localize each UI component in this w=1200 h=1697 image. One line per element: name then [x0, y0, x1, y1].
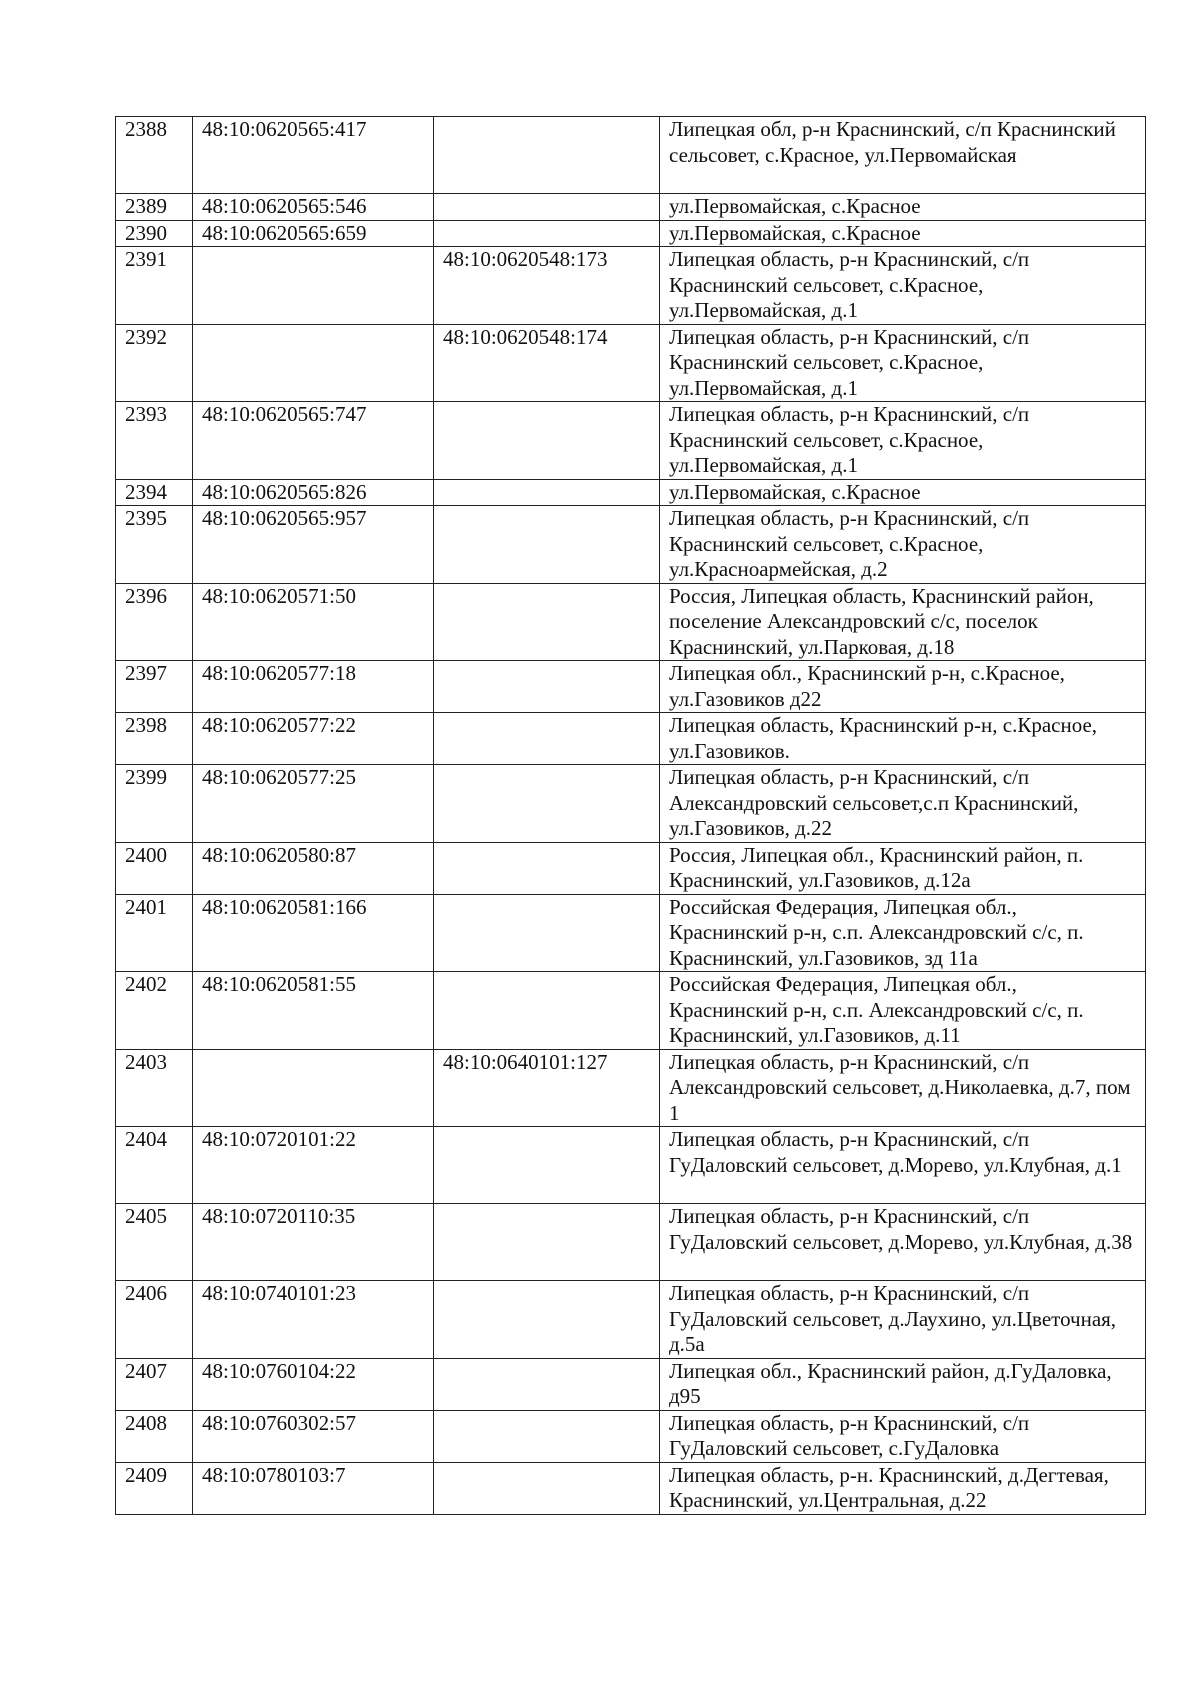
- table-row: [116, 117, 1146, 194]
- row-number: 2395: [116, 506, 193, 584]
- row-number: 2400: [116, 842, 193, 894]
- other-cadastral-number: [434, 220, 660, 247]
- table-row: [116, 972, 1146, 1050]
- other-cadastral-number: [434, 1410, 660, 1462]
- table-row: [116, 1127, 1146, 1204]
- cadastral-number: 48:10:0620565:546: [193, 194, 434, 221]
- address: Липецкая обл., Краснинский р-н, с.Красное, ул.Газовиков д22: [660, 661, 1146, 713]
- address: Липецкая область, р-н Краснинский, с/п Краснинский сельсовет, с.Красное, ул.Красноармейская, д.2: [660, 506, 1146, 584]
- cadastral-number: 48:10:0620577:18: [193, 661, 434, 713]
- other-cadastral-number: [434, 479, 660, 506]
- address: Липецкая область, р-н Краснинский, с/п Александровский сельсовет,с.п Краснинский, ул.Газовиков, д.22: [660, 765, 1146, 843]
- table-row: [116, 220, 1146, 247]
- table-row: [116, 1358, 1146, 1410]
- address: Липецкая область, р-н Краснинский, с/п Краснинский сельсовет, с.Красное, ул.Первомайская, д.1: [660, 247, 1146, 325]
- address: Липецкая область, р-н Краснинский, с/п Краснинский сельсовет, с.Красное, ул.Первомайская, д.1: [660, 402, 1146, 480]
- table-row: [116, 1410, 1146, 1462]
- address: ул.Первомайская, с.Красное: [660, 479, 1146, 506]
- row-number: 2394: [116, 479, 193, 506]
- row-number: 2399: [116, 765, 193, 843]
- table-row: [116, 842, 1146, 894]
- table-row: [116, 1204, 1146, 1281]
- other-cadastral-number: [434, 583, 660, 661]
- row-number: 2391: [116, 247, 193, 325]
- other-cadastral-number: [434, 842, 660, 894]
- other-cadastral-number: [434, 194, 660, 221]
- cadastral-number: 48:10:0620581:166: [193, 894, 434, 972]
- row-number: 2407: [116, 1358, 193, 1410]
- cadastral-number: 48:10:0620577:25: [193, 765, 434, 843]
- cadastral-number: 48:10:0620571:50: [193, 583, 434, 661]
- other-cadastral-number: [434, 402, 660, 480]
- row-number: 2408: [116, 1410, 193, 1462]
- row-number: 2402: [116, 972, 193, 1050]
- table-row: [116, 324, 1146, 402]
- cadastral-number: 48:10:0620565:957: [193, 506, 434, 584]
- row-number: 2398: [116, 713, 193, 765]
- row-number: 2388: [116, 117, 193, 194]
- other-cadastral-number: 48:10:0620548:173: [434, 247, 660, 325]
- address: Липецкая область, р-н Краснинский, с/п ГуДаловский сельсовет, д.Морево, ул.Клубная, д.1: [660, 1127, 1146, 1204]
- cadastral-number: [193, 1049, 434, 1127]
- row-number: 2401: [116, 894, 193, 972]
- row-number: 2392: [116, 324, 193, 402]
- row-number: 2403: [116, 1049, 193, 1127]
- address: Липецкая область, Краснинский р-н, с.Красное, ул.Газовиков.: [660, 713, 1146, 765]
- table-row: [116, 247, 1146, 325]
- cadastral-number: 48:10:0620580:87: [193, 842, 434, 894]
- row-number: 2406: [116, 1281, 193, 1359]
- address: Липецкая область, р-н Краснинский, с/п Краснинский сельсовет, с.Красное, ул.Первомайская, д.1: [660, 324, 1146, 402]
- other-cadastral-number: [434, 1358, 660, 1410]
- other-cadastral-number: [434, 1281, 660, 1359]
- row-number: 2409: [116, 1462, 193, 1514]
- table-row: [116, 1281, 1146, 1359]
- address: Липецкая область, р-н. Краснинский, д.Дегтевая, Краснинский, ул.Центральная, д.22: [660, 1462, 1146, 1514]
- other-cadastral-number: [434, 972, 660, 1050]
- address: Российская Федерация, Липецкая обл., Краснинский р-н, с.п. Александровский с/с, п. Краснинский, ул.Газовиков, зд 11а: [660, 894, 1146, 972]
- row-number: 2389: [116, 194, 193, 221]
- other-cadastral-number: [434, 1204, 660, 1281]
- other-cadastral-number: 48:10:0640101:127: [434, 1049, 660, 1127]
- address: Липецкая обл, р-н Краснинский, с/п Краснинский сельсовет, с.Красное, ул.Первомайская: [660, 117, 1146, 194]
- cadastral-number: 48:10:0620565:659: [193, 220, 434, 247]
- address: Российская Федерация, Липецкая обл., Краснинский р-н, с.п. Александровский с/с, п. Краснинский, ул.Газовиков, д.11: [660, 972, 1146, 1050]
- cadastral-number: 48:10:0760104:22: [193, 1358, 434, 1410]
- table-row: [116, 506, 1146, 584]
- address: Липецкая область, р-н Краснинский, с/п ГуДаловский сельсовет, с.ГуДаловка: [660, 1410, 1146, 1462]
- table-row: [116, 1462, 1146, 1514]
- other-cadastral-number: [434, 894, 660, 972]
- address: Липецкая обл., Краснинский район, д.ГуДаловка, д95: [660, 1358, 1146, 1410]
- cadastral-number: 48:10:0720101:22: [193, 1127, 434, 1204]
- table-row: [116, 713, 1146, 765]
- other-cadastral-number: [434, 661, 660, 713]
- other-cadastral-number: 48:10:0620548:174: [434, 324, 660, 402]
- table-row: [116, 479, 1146, 506]
- cadastral-number: [193, 247, 434, 325]
- table-row: [116, 194, 1146, 221]
- row-number: 2393: [116, 402, 193, 480]
- table-row: [116, 894, 1146, 972]
- address: ул.Первомайская, с.Красное: [660, 194, 1146, 221]
- cadastral-number: 48:10:0720110:35: [193, 1204, 434, 1281]
- other-cadastral-number: [434, 1462, 660, 1514]
- other-cadastral-number: [434, 765, 660, 843]
- address: ул.Первомайская, с.Красное: [660, 220, 1146, 247]
- address: Россия, Липецкая область, Краснинский район, поселение Александровский с/с, поселок Краснинский, ул.Парковая, д.18: [660, 583, 1146, 661]
- row-number: 2396: [116, 583, 193, 661]
- row-number: 2405: [116, 1204, 193, 1281]
- cadastral-number: 48:10:0780103:7: [193, 1462, 434, 1514]
- cadastral-number: 48:10:0620565:747: [193, 402, 434, 480]
- row-number: 2397: [116, 661, 193, 713]
- table-row: [116, 661, 1146, 713]
- table-row: [116, 402, 1146, 480]
- cadastral-number: [193, 324, 434, 402]
- cadastral-number: 48:10:0620577:22: [193, 713, 434, 765]
- row-number: 2404: [116, 1127, 193, 1204]
- cadastral-table: [115, 116, 1146, 1515]
- address: Липецкая область, р-н Краснинский, с/п Александровский сельсовет, д.Николаевка, д.7, пом 1: [660, 1049, 1146, 1127]
- other-cadastral-number: [434, 117, 660, 194]
- cadastral-number: 48:10:0620565:417: [193, 117, 434, 194]
- table-row: [116, 1049, 1146, 1127]
- row-number: 2390: [116, 220, 193, 247]
- cadastral-number: 48:10:0620581:55: [193, 972, 434, 1050]
- table-row: [116, 583, 1146, 661]
- address: Россия, Липецкая обл., Краснинский район, п. Краснинский, ул.Газовиков, д.12а: [660, 842, 1146, 894]
- address: Липецкая область, р-н Краснинский, с/п ГуДаловский сельсовет, д.Лаухино, ул.Цветочная, д.5а: [660, 1281, 1146, 1359]
- other-cadastral-number: [434, 506, 660, 584]
- other-cadastral-number: [434, 1127, 660, 1204]
- cadastral-number: 48:10:0760302:57: [193, 1410, 434, 1462]
- table-row: [116, 765, 1146, 843]
- address: Липецкая область, р-н Краснинский, с/п ГуДаловский сельсовет, д.Морево, ул.Клубная, д.38: [660, 1204, 1146, 1281]
- cadastral-number: 48:10:0740101:23: [193, 1281, 434, 1359]
- other-cadastral-number: [434, 713, 660, 765]
- cadastral-number: 48:10:0620565:826: [193, 479, 434, 506]
